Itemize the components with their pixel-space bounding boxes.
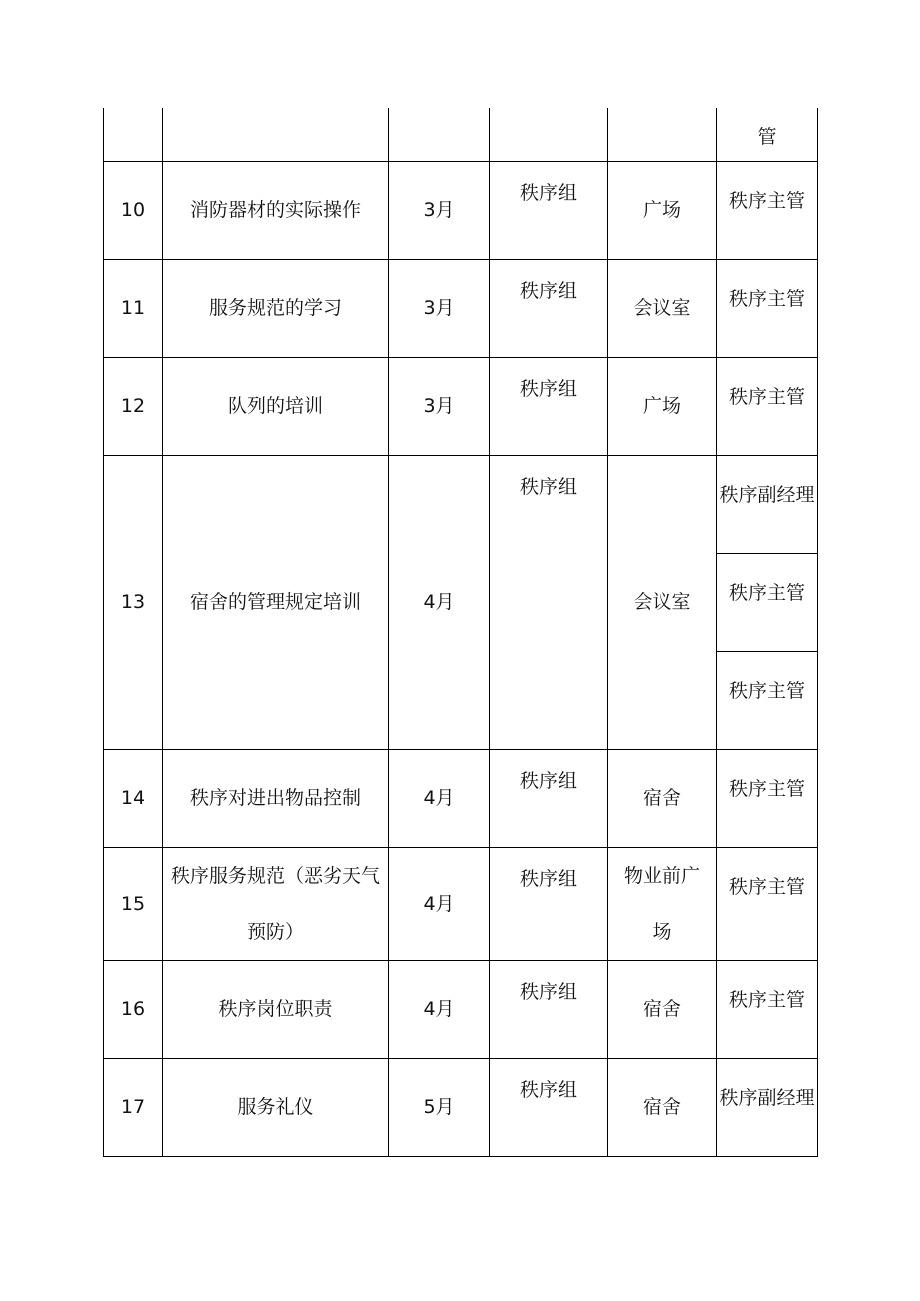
location-cell [608,108,717,161]
training-content-cell: 服务礼仪 [163,1058,389,1156]
responsible-cell: 秩序主管 [717,161,818,259]
organizer-cell: 秩序组 [490,357,608,455]
responsible-cell: 秩序主管 [717,960,818,1058]
location-cell: 会议室 [608,455,717,749]
month-cell: 4月 [389,847,490,960]
training-content-cell: 秩序岗位职责 [163,960,389,1058]
row-number-cell: 16 [104,960,163,1058]
month-cell [389,108,490,161]
responsible-cell: 秩序主管 [717,259,818,357]
month-cell: 4月 [389,960,490,1058]
location-cell: 物业前广场 [608,847,717,960]
responsible-cell: 秩序主管 [717,847,818,960]
table-row [104,847,818,960]
organizer-cell: 秩序组 [490,455,608,749]
month-cell: 3月 [389,357,490,455]
month-cell: 3月 [389,259,490,357]
organizer-cell: 秩序组 [490,960,608,1058]
month-cell: 4月 [389,455,490,749]
location-cell: 会议室 [608,259,717,357]
table-row [104,161,818,259]
training-plan-table [103,108,818,1157]
location-cell: 宿舍 [608,749,717,847]
row-number-cell: 10 [104,161,163,259]
table-row-continuation [104,108,818,161]
month-cell: 5月 [389,1058,490,1156]
row-number-cell: 11 [104,259,163,357]
row-number-cell: 13 [104,455,163,749]
training-content-cell: 消防器材的实际操作 [163,161,389,259]
table-row [104,749,818,847]
month-cell: 4月 [389,749,490,847]
training-content-cell: 秩序服务规范（恶劣天气预防） [163,847,389,960]
table-row [104,960,818,1058]
responsible-cell: 秩序副经理 [717,455,818,553]
organizer-cell: 秩序组 [490,1058,608,1156]
responsible-cell: 秩序主管 [717,357,818,455]
responsible-cell: 秩序主管 [717,553,818,651]
training-content-cell: 服务规范的学习 [163,259,389,357]
month-cell: 3月 [389,161,490,259]
location-cell: 宿舍 [608,1058,717,1156]
table-row [104,259,818,357]
training-content-cell: 宿舍的管理规定培训 [163,455,389,749]
responsible-cell: 秩序副经理 [717,1058,818,1156]
organizer-cell: 秩序组 [490,259,608,357]
training-content-cell [163,108,389,161]
location-cell: 广场 [608,357,717,455]
training-content-cell: 秩序对进出物品控制 [163,749,389,847]
organizer-cell: 秩序组 [490,847,608,960]
row-number-cell: 14 [104,749,163,847]
location-cell: 宿舍 [608,960,717,1058]
row-number-cell: 12 [104,357,163,455]
row-number-cell [104,108,163,161]
row-number-cell: 17 [104,1058,163,1156]
organizer-cell [490,108,608,161]
table-row [104,1058,818,1156]
organizer-cell: 秩序组 [490,749,608,847]
responsible-cell: 秩序主管 [717,749,818,847]
training-content-cell: 队列的培训 [163,357,389,455]
row-number-cell: 15 [104,847,163,960]
responsible-cell: 管 [717,108,818,161]
table-row [104,455,818,553]
responsible-cell: 秩序主管 [717,651,818,749]
location-cell: 广场 [608,161,717,259]
organizer-cell: 秩序组 [490,161,608,259]
table-row [104,357,818,455]
